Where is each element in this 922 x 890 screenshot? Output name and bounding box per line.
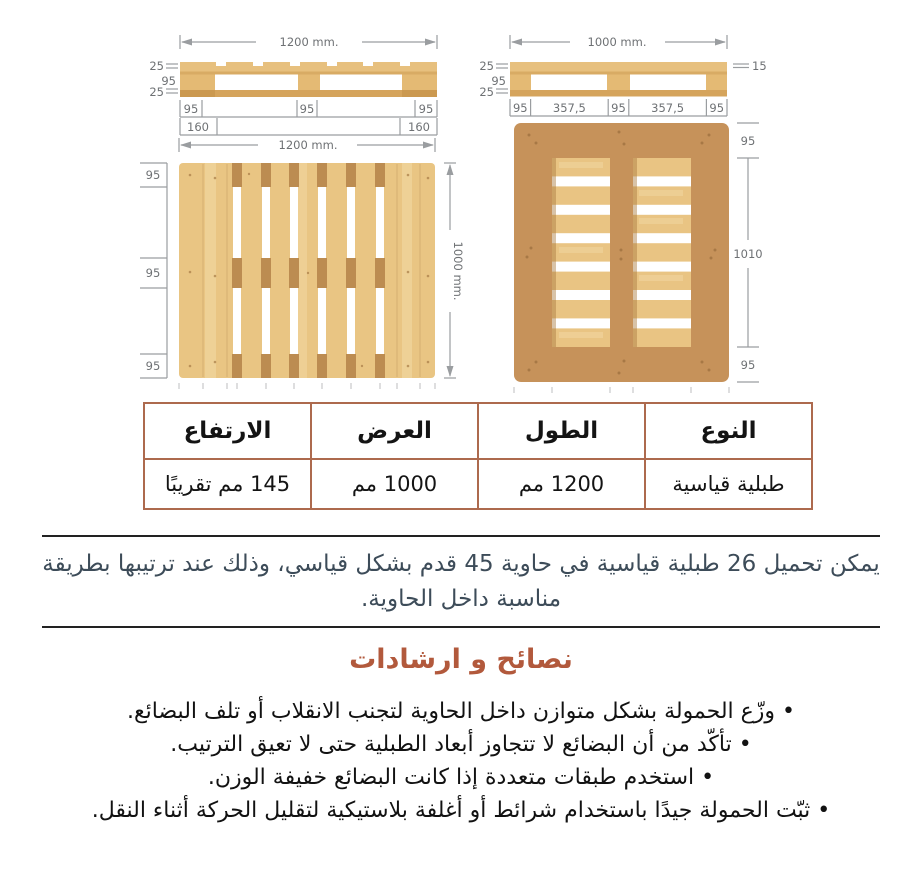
- dim-label: 95: [418, 102, 434, 116]
- dim-label: 95: [145, 266, 161, 280]
- pallet-side-graphic: [180, 62, 437, 97]
- header-type: النوع: [645, 403, 812, 459]
- divider-top: [42, 535, 880, 537]
- dim-label: 95: [740, 134, 756, 148]
- cell-type: طبلية قياسية: [645, 459, 812, 509]
- dim-label: 95: [161, 74, 176, 88]
- header-height: الارتفاع: [144, 403, 311, 459]
- pallet-top-graphic: [179, 163, 435, 378]
- dim-height-label: 1000 mm.: [451, 241, 465, 301]
- header-width: العرض: [311, 403, 478, 459]
- pallet-spec-table: [143, 402, 813, 510]
- dim-label: 15: [752, 59, 767, 73]
- pallet-bottom-graphic: [514, 123, 729, 382]
- tip-item: • استخدم طبقات متعددة إذا كانت البضائع خفيفة الوزن.: [41, 761, 881, 794]
- tip-item: • تأكّد من أن البضائع لا تتجاوز أبعاد الطبلية حتى لا تعيق الترتيب.: [41, 728, 881, 761]
- cell-height: 145 مم تقريبًا: [144, 459, 311, 509]
- dim-label: 95: [145, 168, 161, 182]
- container-loading-note: يمكن تحميل 26 طبلية قياسية في حاوية 45 قدم بشكل قياسي، وذلك عند ترتيبها بطريقة مناسبة داخل الحاوية.: [42, 551, 880, 612]
- pallet-side-view-1000-diagram: [475, 24, 850, 122]
- divider-bottom: [42, 626, 880, 628]
- dim-label: 25: [149, 85, 164, 99]
- dim-label: 95: [611, 101, 626, 115]
- tip-item: • وزّع الحمولة بشكل متوازن داخل الحاوية لتجنب الانقلاب أو تلف البضائع.: [41, 695, 881, 728]
- dim-label: 1010: [733, 247, 763, 261]
- dim-label: 160: [408, 120, 430, 134]
- pallet-top-view-diagram: [72, 130, 467, 405]
- pallet-side-graphic: [510, 62, 727, 97]
- dim-label: 95: [183, 102, 199, 116]
- table-row: [144, 459, 812, 509]
- dim-width-label: 1200 mm.: [279, 35, 339, 49]
- dim-label: 95: [145, 359, 161, 373]
- dim-width-label: 1200 mm.: [278, 138, 338, 152]
- dim-label: 95: [491, 74, 506, 88]
- dim-label: 95: [740, 358, 756, 372]
- pallet-side-view-1200-diagram: [122, 24, 462, 142]
- tip-item: • ثبّت الحمولة جيدًا باستخدام شرائط أو أغلفة بلاستيكية لتقليل الحركة أثناء النقل.: [41, 794, 881, 827]
- table-header-row: [144, 403, 812, 459]
- dim-label: 25: [479, 85, 494, 99]
- dim-label: 95: [709, 101, 725, 115]
- dim-label: 357,5: [552, 101, 586, 115]
- dim-label: 25: [479, 59, 494, 73]
- pallet-bottom-view-diagram: [487, 110, 862, 402]
- pallet-diagrams: [0, 0, 922, 400]
- cell-width: 1000 مم: [311, 459, 478, 509]
- dim-label: 357,5: [651, 101, 685, 115]
- dim-label: 95: [512, 101, 528, 115]
- dim-label: 160: [187, 120, 209, 134]
- dim-label: 95: [299, 102, 315, 116]
- cell-length: 1200 مم: [478, 459, 645, 509]
- tips-heading: نصائح و ارشادات: [349, 644, 573, 675]
- dim-width-label: 1000 mm.: [587, 35, 647, 49]
- tips-list: [41, 695, 881, 827]
- header-length: الطول: [478, 403, 645, 459]
- dim-label: 25: [149, 59, 164, 73]
